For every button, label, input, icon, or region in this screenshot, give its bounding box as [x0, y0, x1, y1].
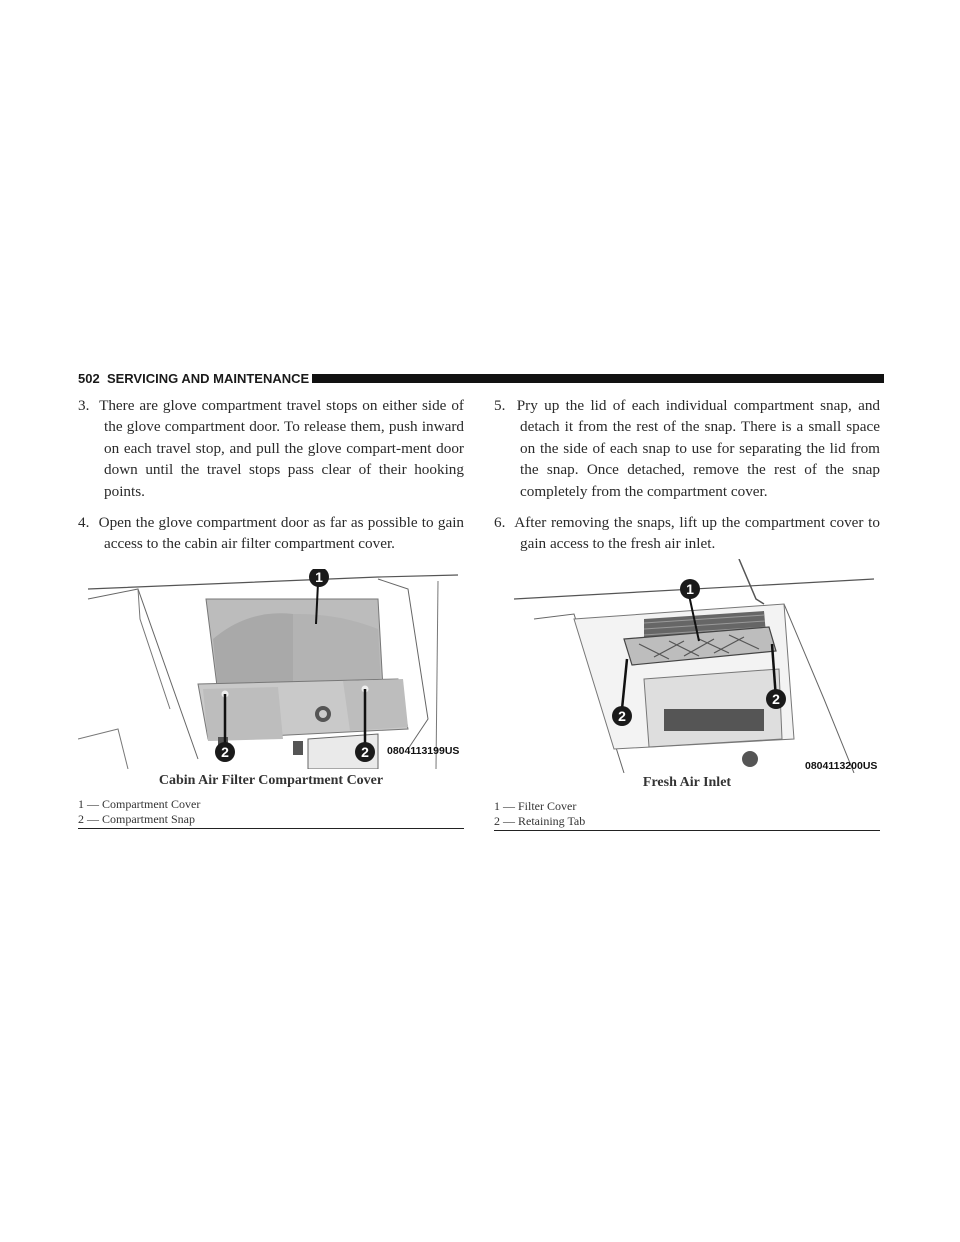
callout-label: 2 — [361, 743, 369, 760]
callout-label: 2 — [618, 707, 626, 724]
figure-caption: Cabin Air Filter Compartment Cover — [158, 772, 384, 788]
legend-item: 1 — Compartment Cover — [78, 796, 201, 811]
callout-2a — [215, 742, 235, 762]
figure-id: 0804113199US — [387, 744, 460, 757]
figure-rule — [494, 830, 880, 831]
step-text: Pry up the lid of each individual compartment snap, and detach it from the rest of the snap. There is a small space on the side of each snap to use for separating the lid from the snap. Once detached, remove the rest of the snap completely from the compartment cover. — [516, 397, 881, 500]
step-text: Open the glove compartment door as far as possible to gain access to the cabin air filter compartment cover. — [98, 514, 465, 553]
left-column — [78, 395, 464, 829]
page-header-label — [78, 371, 309, 387]
section-title: SERVICING AND MAINTENANCE — [106, 371, 310, 386]
callout-1 — [680, 579, 700, 599]
callout-2b — [355, 742, 375, 762]
figure-fresh-air-inlet — [494, 559, 880, 772]
figure-legend — [78, 797, 464, 827]
callout-label: 2 — [221, 743, 229, 760]
step-number: 4. — [78, 514, 90, 532]
legend-item: 2 — Retaining Tab — [494, 813, 586, 828]
legend-item: 2 — Compartment Snap — [78, 811, 195, 826]
figure-id: 0804113200US — [805, 759, 878, 772]
step-4 — [78, 512, 464, 555]
fresh-air-illustration — [494, 559, 880, 773]
callout-2b — [766, 689, 786, 709]
right-column — [494, 395, 880, 831]
figure-legend — [494, 799, 880, 829]
legend-item: 1 — Filter Cover — [494, 798, 577, 813]
cabin-filter-illustration — [78, 569, 464, 769]
step-3 — [78, 395, 464, 502]
step-number: 6. — [494, 514, 506, 532]
figure-caption: Fresh Air Inlet — [642, 774, 732, 790]
callout-label: 1 — [686, 580, 694, 597]
step-5 — [494, 395, 880, 502]
figure-cabin-air-filter-cover — [78, 569, 464, 769]
step-6 — [494, 512, 880, 555]
step-number: 3. — [78, 397, 90, 414]
callout-label: 2 — [772, 690, 780, 707]
step-text: There are glove compartment travel stops on either side of the glove compartment door. To release them, push inward on each travel stop, and pull the glove compart-ment door down until the travel stops pass clear of their hooking points. — [99, 397, 464, 500]
step-number: 5. — [494, 397, 506, 414]
page-number: 502 — [78, 371, 100, 386]
callout-label: 1 — [315, 568, 323, 585]
figure-rule — [78, 828, 464, 829]
step-text: After removing the snaps, lift up the compartment cover to gain access to the fresh air inlet. — [514, 514, 880, 553]
page-header — [78, 371, 884, 387]
callout-2a — [612, 706, 632, 726]
header-rule-bar — [312, 374, 884, 383]
